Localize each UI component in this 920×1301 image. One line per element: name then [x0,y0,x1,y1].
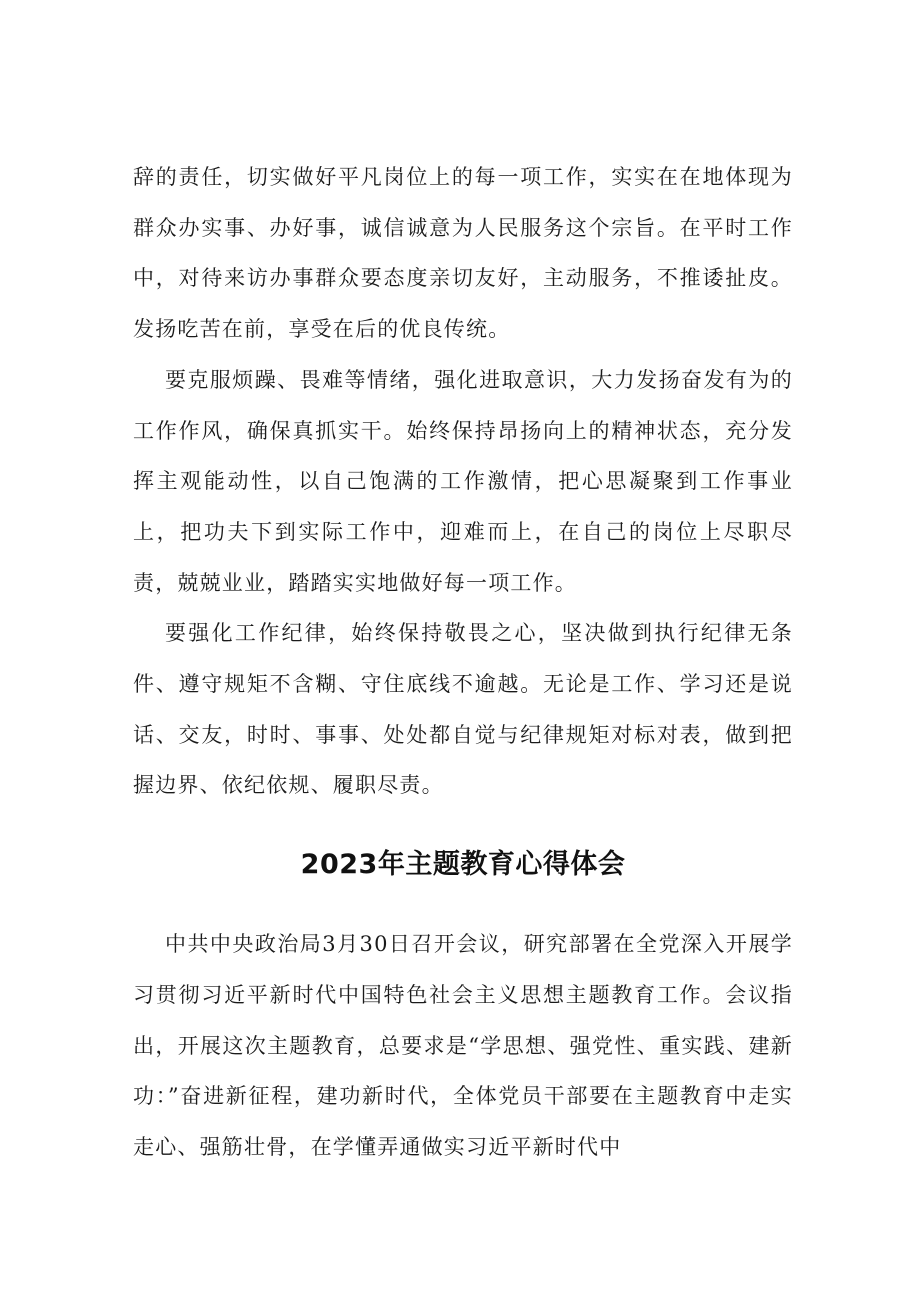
paragraph-meeting-intro: 中共中央政治局3月30日召开会议，研究部署在全党深入开展学习贯彻习近平新时代中国特色社会主义思想主题教育工作。会议指出，开展这次主题教育，总要求是“学思想、强党性、重实践、建新功：”奋进新征程，建功新时代，全体党员干部要在主题教育中走实走心、强筋壮骨，在学懂弄通做实习近平新时代中 [133,932,793,1159]
paragraph-work-style: 要克服烦躁、畏难等情绪，强化进取意识，大力发扬奋发有为的工作作风，确保真抓实干。始终保持昂扬向上的精神状态，充分发挥主观能动性，以自己饱满的工作激情，把心思凝聚到工作事业上，把功夫下到实际工作中，迎难而上，在自己的岗位上尽职尽责，兢兢业业，踏踏实实地做好每一项工作。 [133,367,793,595]
paragraph-continuation: 辞的责任，切实做好平凡岗位上的每一项工作，实实在在地体现为群众办实事、办好事，诚信诚意为人民服务这个宗旨。在平时工作中，对待来访办事群众要态度亲切友好，主动服务，不推诿扯皮。发扬吃苦在前，享受在后的优良传统。 [133,165,793,342]
paragraph-work-discipline: 要强化工作纪律，始终保持敬畏之心，坚决做到执行纪律无条件、遵守规矩不含糊、守住底线不逾越。无论是工作、学习还是说话、交友，时时、事事、处处都自觉与纪律规矩对标对表，做到把握边界、依纪依规、履职尽责。 [133,621,793,798]
document-body [133,152,793,1173]
section-heading: 2023年主题教育心得体会 [300,849,626,881]
